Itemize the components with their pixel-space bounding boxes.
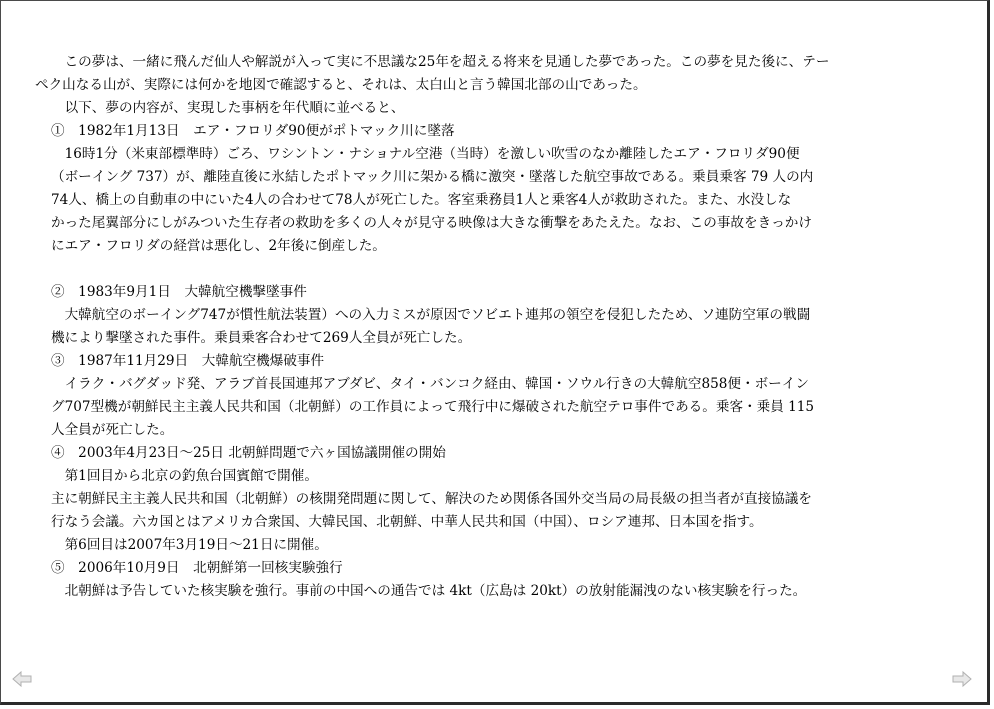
text-line: ③ 1987年11月29日 大韓航空機爆破事件 xyxy=(51,353,325,369)
blank-line xyxy=(51,258,956,281)
text-line: 第6回目は2007年3月19日～21日に開催。 xyxy=(51,537,328,553)
text-line: 機により撃墜された事件。乗員乗客合わせて269人全員が死亡した。 xyxy=(51,330,472,346)
next-page-button[interactable] xyxy=(951,670,973,688)
document-body xyxy=(35,51,956,603)
text-line: （ボーイング 737）が、離陸直後に氷結したポトマック川に架かる橋に激突・墜落した航空事故である。乗員乗客 79 人の内 xyxy=(51,169,814,185)
text-line: イラク・バグダッド発、アラブ首長国連邦アブダビ、タイ・バンコク経由、韓国・ソウル行きの大韓航空858便・ボーイン xyxy=(51,376,809,392)
text-line: ② 1983年9月1日 大韓航空機撃墜事件 xyxy=(51,284,307,300)
text-line: 第1回目から北京の釣魚台国賓館で開催。 xyxy=(51,468,318,484)
text-line: ⑤ 2006年10月9日 北朝鮮第一回核実験強行 xyxy=(51,560,343,576)
text-line: 人全員が死亡した。 xyxy=(51,422,174,438)
text-line: 主に朝鮮民主主義人民共和国（北朝鮮）の核開発問題に関して、解決のため関係各国外交当局の局長級の担当者が直接協議を xyxy=(51,491,812,507)
arrow-left-icon xyxy=(11,670,33,688)
text-line: にエア・フロリダの経営は悪化し、2年後に倒産した。 xyxy=(51,238,386,254)
text-line: 行なう会議。六カ国とはアメリカ合衆国、大韓民国、北朝鮮、中華人民共和国（中国）、ロシア連邦、日本国を指す。 xyxy=(51,514,763,530)
prev-page-button[interactable] xyxy=(11,670,33,688)
text-line: ④ 2003年4月23日～25日 北朝鮮問題で六ヶ国協議開催の開始 xyxy=(51,445,446,461)
text-line: 16時1分（米東部標準時）ごろ、ワシントン・ナショナル空港（当時）を激しい吹雪のなか離陸したエア・フロリダ90便 xyxy=(51,146,800,162)
text-line: ペク山なる山が、実際には何かを地図で確認すると、それは、太白山と言う韓国北部の山であった。 xyxy=(35,77,647,93)
text-line: この夢は、一緒に飛んだ仙人や解説が入って実に不思議な25年を超える将来を見通した夢であった。この夢を見た後に、テー xyxy=(51,54,830,70)
text-line: 北朝鮮は予告していた核実験を強行。事前の中国への通告では 4kt（広島は 20kt）の放射能漏洩のない核実験を行った。 xyxy=(51,583,807,599)
text-line: 大韓航空のボーイング747が慣性航法装置）への入力ミスが原因でソビエト連邦の領空を侵犯したため、ソ連防空軍の戦闘 xyxy=(51,307,811,323)
text-line: 以下、夢の内容が、実現した事柄を年代順に並べると、 xyxy=(51,100,405,116)
arrow-right-icon xyxy=(951,670,973,688)
text-line: ① 1982年1月13日 エア・フロリダ90便がポトマック川に墜落 xyxy=(51,123,455,139)
text-line: グ707型機が朝鮮民主主義人民共和国（北朝鮮）の工作員によって飛行中に爆破された航空テロ事件である。乗客・乗員 115 xyxy=(51,399,815,415)
text-line: 74人、橋上の自動車の中にいた4人の合わせて78人が死亡した。客室乗務員1人と乗客4人が救助された。また、水没しな xyxy=(51,192,792,208)
text-line: かった尾翼部分にしがみついた生存者の救助を多くの人々が見守る映像は大きな衝撃をあたえた。なお、この事故をきっかけ xyxy=(51,215,812,231)
